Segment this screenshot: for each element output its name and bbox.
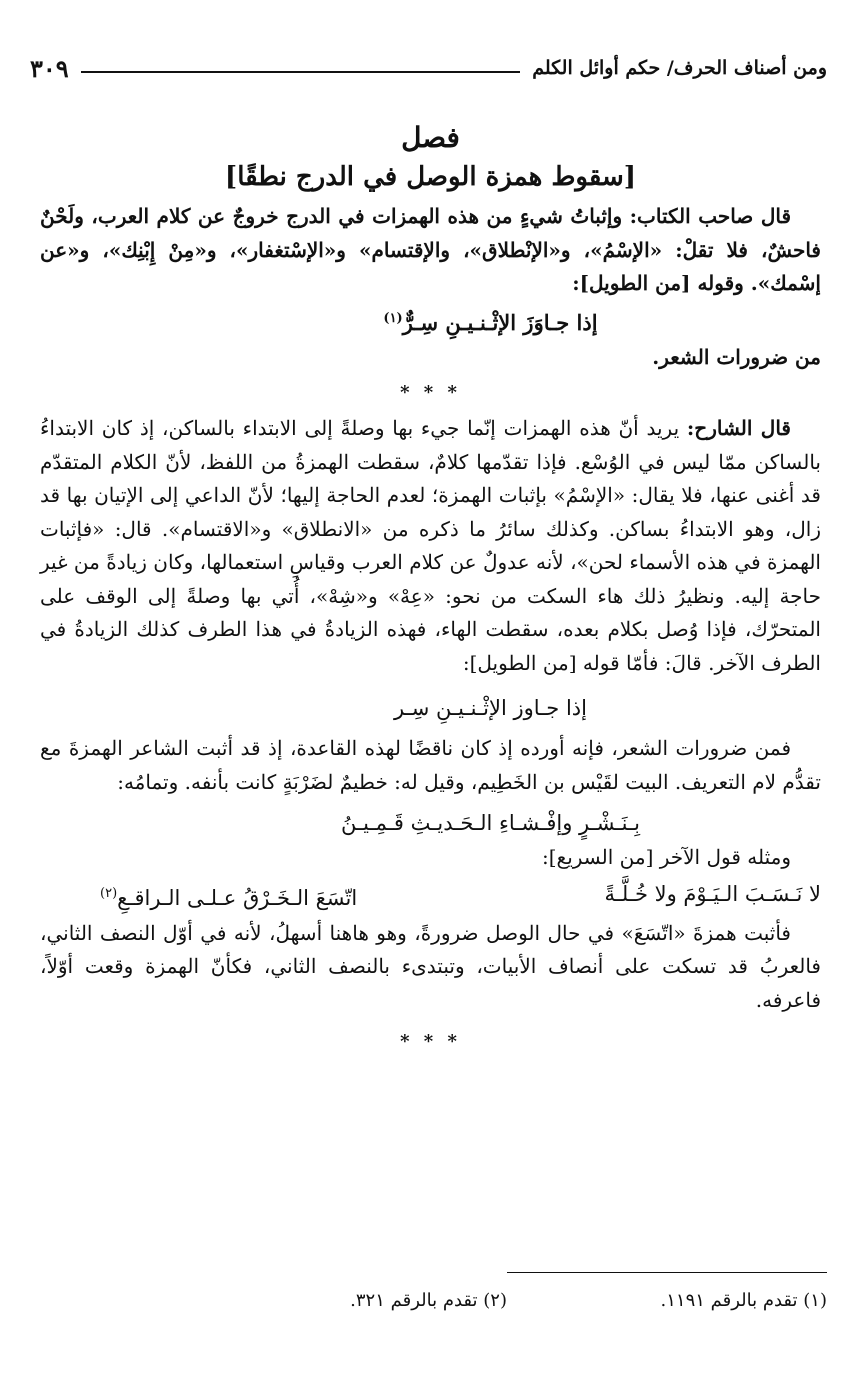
footnotes (30, 1272, 827, 1317)
footnote-marker-2: (٢) (100, 885, 118, 901)
commentary-body: يريد أنّ هذه الهمزات إنّما جيء بها وصلةً إلى الابتداء بالساكن، إذ كان الابتداءُ بالساكن ممّا ليس في الوُسْع. فإذا تقدّمها كلامٌ، سقطت الهمزةُ من اللفظ، لأنّ الكلام المتقدّم قد أغنى عنها، فلا يقال: «الإسْمُ» بإثبات الهمزة؛ لعدم الحاجة إليها؛ لأنّ الداعي إلى الإتيان بها قد زال، وهو الابتداءُ بساكن. وكذلك سائرُ ما ذكره من «الانطلاق» و«الاقتسام». قال: «فإثبات الهمزة في هذه الأسماء لحن»، لأنه عدولٌ عن كلام العرب وقياسِ استعمالها، وكان زيادةً من غير حاجة إليه. ونظيرُ ذلك هاء السكت من نحو: «عِهْ» و«شِهْ»، أُتي بها وصلةً إلى الوقف على المتحرّك، فإذا وُصل بكلام بعده، سقطت الهاء، فهذه الزيادةُ في هذا الطرف كذلك الزيادةُ في الطرف الآخر. قالَ: فأمّا قوله [من الطويل]: (40, 416, 821, 675)
page-header (30, 50, 827, 86)
verse-1-text: إذا جـاوَزَ الإثْـنـيـنِ سِـرٌّ (402, 309, 598, 335)
footnote-2: (٢) تقدم بالرقم ٣٢١. (350, 1290, 507, 1311)
verse-4-first-hemistich: لا نَـسَـبَ الـيَـوْمَ ولا خُـلَّـةً (604, 881, 821, 906)
footnote-1: (١) تقدم بالرقم ١١٩١. (660, 1290, 827, 1311)
section-title: فصل (401, 121, 460, 154)
verse-4-second-hemistich-wrap (100, 875, 357, 917)
verse-line-4 (40, 875, 821, 917)
section-separator-1: * * * (400, 382, 461, 403)
verse-line-3: بِـنَـشْـرٍ وإفْـشـاءِ الـحَـديـثِ قَـمِـيـنُ (340, 811, 640, 835)
verse-line-1 (40, 301, 821, 341)
commentary-lead: قال الشارح: (686, 416, 791, 440)
commentary-paragraph-4: فأثبت همزةَ «اتّسَعَ» في حال الوصل ضرورةً، وهو هاهنا أسهلُ، لأنه في أوّل النصف الثاني، فالعربُ قد تسكت على أنصاف الأبيات، وتبتدىء بالنصف الثاني، فكأنّ الهمزة وقعت أوّلاً، فاعرفه. (40, 920, 821, 1012)
commentary-paragraph-1 (40, 412, 821, 680)
section-separator-2: * * * (400, 1031, 461, 1052)
verse-4-second-hemistich: اتّسَعَ الـخَـرْقُ عـلـى الـراقـعِ (117, 885, 358, 910)
footnote-marker-1: (١) (383, 310, 403, 326)
text-paragraph-2: من ضرورات الشعر. (652, 344, 821, 369)
commentary-paragraph-3: ومثله قول الآخر [من السريع]: (542, 845, 791, 869)
page-number: ٣٠٩ (30, 53, 69, 83)
header-rule (81, 71, 521, 73)
page-body (40, 118, 821, 1061)
text-paragraph-1: قال صاحب الكتاب: وإثباتُ شيءٍ من هذه الهمزات في الدرج خروجٌ عن كلام العرب، ولَحْنٌ فاحشٌ، فلا تقلْ: «الإسْمُ»، و«الإنْطلاق»، والإقتسام» و«الإسْتغفار»، و«مِنْ إِبْنِك»، و«عن إسْمك». وقوله [من الطويل]: (40, 204, 821, 295)
section-subtitle: [سقوط همزة الوصل في الدرج نطقًا] (224, 162, 637, 192)
footnote-rule (507, 1272, 827, 1273)
verse-line-2: إذا جـاوز الإثْـنـيـنِ سِـر (394, 696, 587, 720)
commentary-paragraph-2: فمن ضرورات الشعر، فإنه أورده إذ كان ناقضًا لهذه القاعدة، إذ قد أثبت الشاعر الهمزةَ مع تقدُّم لام التعريف. البيت لقَيْس بن الخَطِيم، وقيل له: خطيمٌ لضَرْبَةٍ كانت بأنفه. وتمامُه: (40, 736, 821, 794)
running-title: ومن أصناف الحرف/ حكم أوائل الكلم (532, 57, 827, 79)
